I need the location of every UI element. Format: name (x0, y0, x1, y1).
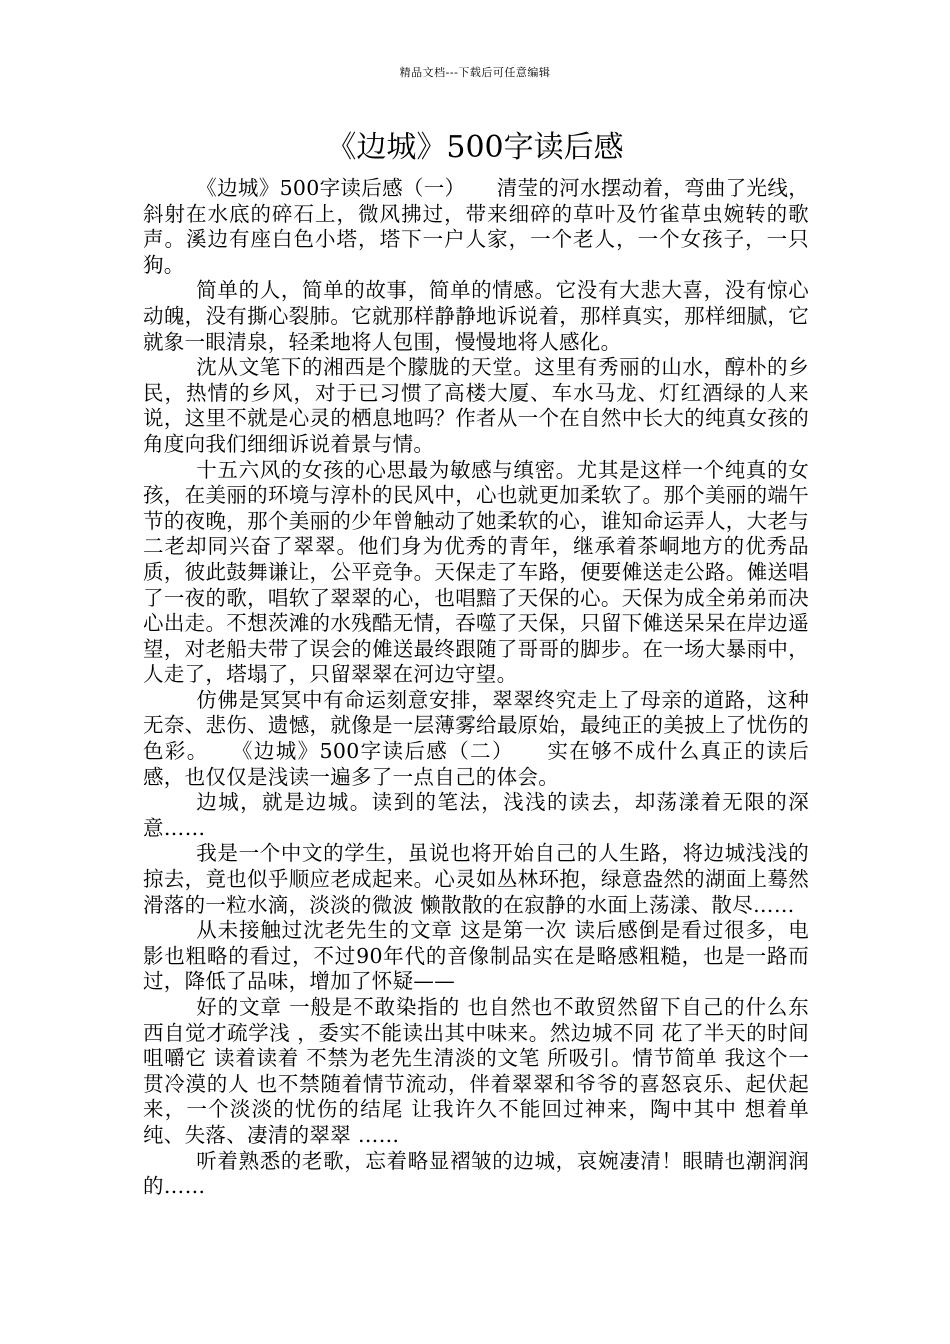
paragraph: 仿佛是冥冥中有命运刻意安排，翠翠终究走上了母亲的道路，这种无奈、悲伤、遗憾，就像是一层薄雾给最原始，最纯正的美披上了忧伤的色彩。 《边城》500字读后感（二） 实在够不成什么真正的读后感，也仅仅是浅读一遍多了一点自己的体会。 (143, 687, 809, 789)
header-note: 精品文档---下载后可任意编辑 (399, 66, 551, 79)
paragraph: 简单的人，简单的故事，简单的情感。它没有大悲大喜，没有惊心动魄，没有撕心裂肺。它就那样静静地诉说着，那样真实，那样细腻，它就象一眼清泉，轻柔地将人包围，慢慢地将人感化。 (143, 278, 809, 354)
paragraph: 《边城》500字读后感（一） 清莹的河水摆动着，弯曲了光线，斜射在水底的碎石上，微风拂过，带来细碎的草叶及竹雀草虫婉转的歌声。溪边有座白色小塔，塔下一户人家，一个老人，一个女孩子，一只狗。 (143, 176, 809, 277)
paragraph: 好的文章 一般是不敢染指的 也自然也不敢贸然留下自己的什么东西自觉才疏学浅 ，委实不能读出其中味来。然边城不同 花了半天的时间咀嚼它 读着读着 不禁为老先生清淡的文笔 所吸引。情节简单 我这个一贯冷漠的人 也不禁随着情节流动，伴着翠翠和爷爷的喜怒哀乐、起伏起来，一个淡淡的忧伤的结尾 让我许久不能回过神来，陶中其中 想着单纯、失落、凄清的翠翠 …… (143, 995, 809, 1147)
paragraph: 从未接触过沈老先生的文章 这是第一次 读后感倒是看过很多，电影也粗略的看过，不过90年代的音像制品实在是略感粗糙，也是一路而过，降低了品味，增加了怀疑—— (143, 918, 809, 994)
document-body (143, 176, 809, 1200)
paragraph: 沈从文笔下的湘西是个朦胧的天堂。这里有秀丽的山水，醇朴的乡民，热情的乡风，对于已习惯了高楼大厦、车水马龙、灯红酒绿的人来说，这里不就是心灵的栖息地吗？作者从一个在自然中长大的纯真女孩的角度向我们细细诉说着景与情。 (143, 355, 809, 456)
document-title: 《边城》500字读后感 (326, 130, 624, 165)
paragraph: 十五六风的女孩的心思最为敏感与缜密。尤其是这样一个纯真的女孩，在美丽的环境与淳朴的民风中，心也就更加柔软了。那个美丽的端午节的夜晚，那个美丽的少年曾触动了她柔软的心，谁知命运弄人，大老与二老却同兴奋了翠翠。他们身为优秀的青年，继承着茶峒地方的优秀品质，彼此鼓舞谦让，公平竞争。天保走了车路，便要傩送走公路。傩送唱了一夜的歌，唱软了翠翠的心，也唱黯了天保的心。天保为成全弟弟而决心出走。不想茨滩的水残酷无情，吞噬了天保，只留下傩送呆呆在岸边遥望，对老船夫带了误会的傩送最终跟随了哥哥的脚步。在一场大暴雨中，人走了，塔塌了，只留翠翠在河边守望。 (143, 457, 809, 687)
paragraph: 我是一个中文的学生，虽说也将开始自己的人生路，将边城浅浅的掠去，竟也似乎顺应老成起来。心灵如丛林环抱，绿意盎然的湖面上蓦然滑落的一粒水滴，淡淡的微波 懒散散的在寂静的水面上荡漾、散尽…… (143, 841, 809, 917)
paragraph: 边城，就是边城。读到的笔法，浅浅的读去，却荡漾着无限的深意…… (143, 790, 809, 840)
paragraph: 听着熟悉的老歌，忘着略显褶皱的边城，哀婉凄清！眼睛也潮润润的…… (143, 1148, 809, 1199)
